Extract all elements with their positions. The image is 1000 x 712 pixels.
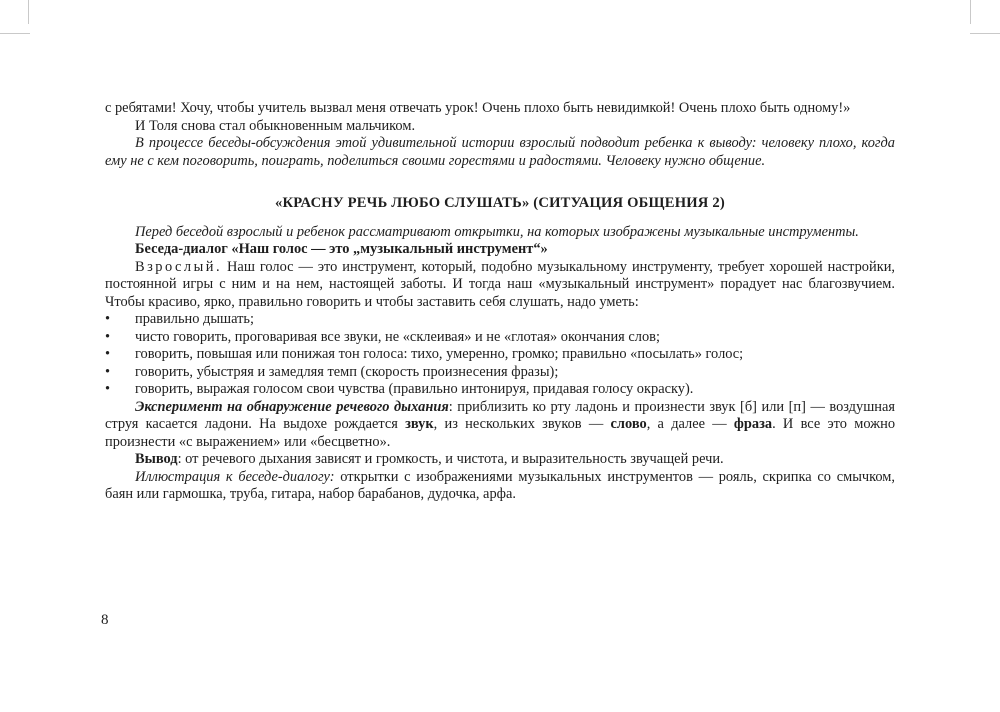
conclusion-text: : от речевого дыхания зависят и громкость, и чистота, и выразительность звучащей речи. (177, 451, 724, 467)
experiment-text: , из нескольких звуков — (433, 416, 611, 432)
list-item-text: чисто говорить, проговаривая все звуки, не «склеивая» и не «глотая» окончания слов; (135, 328, 660, 345)
conclusion-label: Вывод (135, 451, 178, 467)
list-item-text: говорить, выражая голосом свои чувства (правильно интонируя, придавая голосу окраску). (135, 381, 694, 397)
paragraph: И Толя снова стал обыкновенным мальчиком. (135, 117, 416, 134)
term-word: слово (610, 416, 647, 432)
page-body (105, 100, 895, 504)
skills-list (105, 311, 895, 399)
bullet-glyph: • (105, 311, 111, 327)
experiment-text: : приблизить ко рту ладонь и произнести звук [б] или [п] — воздушная струя касается ладони. На выдохе рождается (105, 398, 895, 432)
dialog-title-text: Беседа-диалог «Наш голос — это „музыкальный инструмент“» (135, 241, 548, 257)
crop-mark (970, 33, 1000, 34)
list-item-text: говорить, убыстряя и замедляя темп (скорость произнесения фразы); (135, 363, 559, 380)
list-item (105, 311, 895, 329)
adult-paragraph (105, 259, 895, 312)
list-item (105, 364, 895, 382)
list-item-text: правильно дышать; (135, 311, 254, 327)
bullet-glyph: • (105, 346, 111, 362)
list-item (105, 329, 895, 347)
illustration-text: открытки с изображениями музыкальных инструментов — рояль, скрипка со смычком, баян или гармошка, труба, гитара, набор барабанов, дудочка, арфа. (105, 468, 895, 502)
experiment-paragraph (105, 399, 895, 452)
crop-mark (28, 0, 29, 24)
experiment-text: , а далее — (646, 416, 734, 432)
experiment-text: . И все это можно произнести «с выражением» или «бесцветно». (105, 416, 896, 450)
lead-paragraph: Перед беседой взрослый и ребенок рассматривают открытки, на которых изображены музыкальные инструменты. (135, 223, 859, 240)
italic-paragraph: В процессе беседы-обсуждения этой удивительной истории взрослый подводит ребенка к выводу: человеку плохо, когда ему не с кем поговорить, поиграть, поделиться своими горестями и радостями. Человеку нужно общение. (105, 135, 895, 169)
adult-label: Взрослый. (135, 258, 223, 275)
list-item (105, 381, 895, 399)
experiment-label: Эксперимент на обнаружение речевого дыхания (135, 398, 449, 415)
crop-mark (970, 0, 971, 24)
adult-text: Наш голос — это инструмент, который, подобно музыкальному инструменту, требует хорошей настройки, постоянной игры с ним и на нем, настоящей заботы. И тогда наш «музыкальный инструмент» порадует нас благозвучием. Чтобы красиво, ярко, правильно говорить и чтобы заставить себя слушать, надо уметь: (105, 258, 895, 310)
crop-mark (0, 33, 30, 34)
conclusion-paragraph (105, 451, 895, 469)
paragraph: с ребятами! Хочу, чтобы учитель вызвал меня отвечать урок! Очень плохо быть невидимкой! Очень плохо быть одному!» (105, 100, 851, 116)
page-number: 8 (101, 612, 109, 628)
term-sound: звук (405, 416, 434, 432)
illustration-label: Иллюстрация к беседе-диалогу: (135, 468, 335, 485)
bullet-glyph: • (105, 328, 111, 345)
section-heading: «КРАСНУ РЕЧЬ ЛЮБО СЛУШАТЬ» (СИТУАЦИЯ ОБЩЕНИЯ 2) (275, 195, 725, 211)
bullet-glyph: • (105, 381, 111, 397)
list-item-text: говорить, повышая или понижая тон голоса: тихо, умеренно, громко; правильно «посылать» голос; (135, 346, 744, 362)
term-phrase: фраза (733, 416, 773, 432)
illustration-paragraph (105, 469, 895, 504)
list-item (105, 346, 895, 364)
dialog-title (105, 241, 895, 259)
bullet-glyph: • (105, 363, 111, 380)
